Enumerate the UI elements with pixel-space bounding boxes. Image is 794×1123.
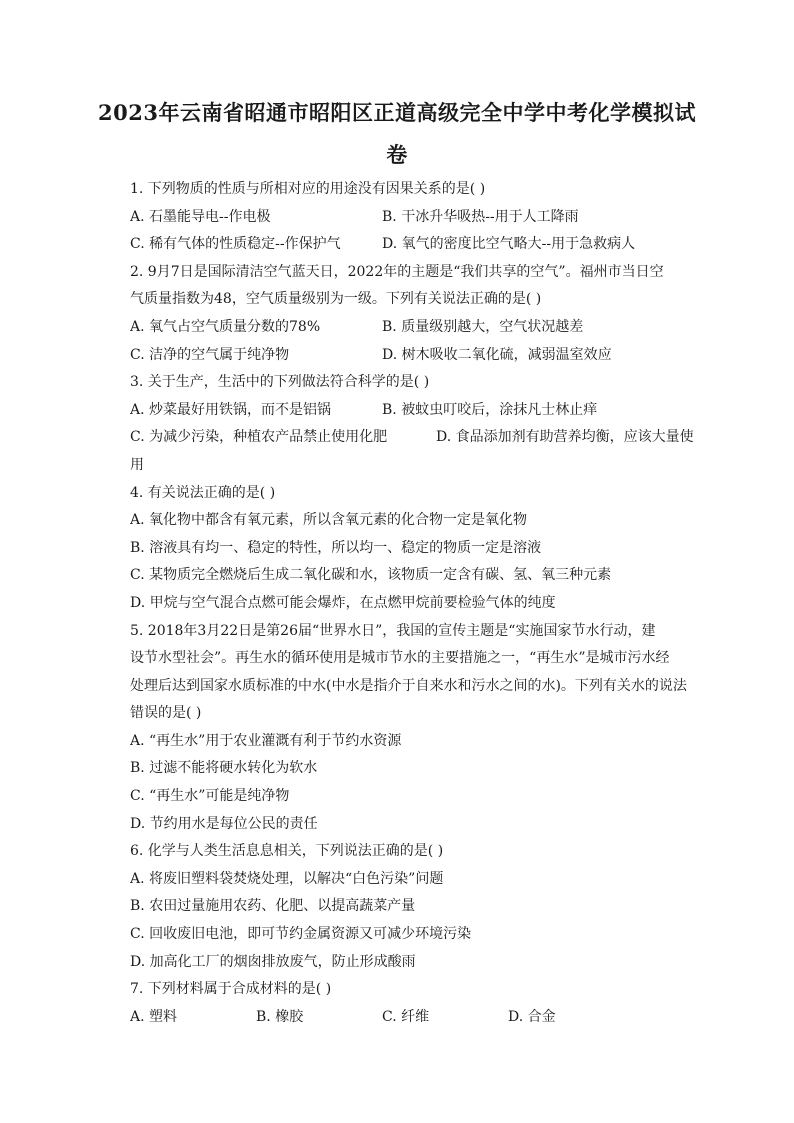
option-b: B. 质量级别越大，空气状况越差 [382,318,584,335]
option-d: D. 节约用水是每位公民的责任 [130,815,318,832]
question-2-stem-line-2: 气质量指数为48，空气质量级别为一级。下列有关说法正确的是( ) [130,291,542,308]
question-1-options-row-2 [130,231,695,259]
option-d: D. 食品添加剂有助营养均衡，应该大量使 [436,429,694,446]
title-line-1: 2023年云南省昭通市昭阳区正道高级完全中学中考化学模拟试 [98,100,696,125]
option-a: A. 氧气占空气质量分数的78% [130,318,321,335]
option-a: A. “再生水”用于农业灌溉有利于节约水资源 [130,732,402,749]
question-4-stem: 4. 有关说法正确的是( ) [130,484,276,501]
option-d: D. 氧气的密度比空气略大--用于急救病人 [382,236,636,253]
option-a: A. 氧化物中都含有氧元素，所以含氧元素的化合物一定是氧化物 [130,512,528,529]
title-line-2: 卷 [386,142,408,167]
option-a: A. 塑料 [130,1008,178,1025]
option-b: B. 农田过量施用农药、化肥、以提高蔬菜产量 [130,898,416,915]
option-b: B. 干冰升华吸热--用于人工降雨 [382,208,579,225]
question-7-options-row [130,1004,695,1032]
option-c: C. 稀有气体的性质稳定--作保护气 [130,236,341,253]
question-1-stem: 1. 下列物质的性质与所相对应的用途没有因果关系的是( ) [130,181,486,197]
question-5-stem-line-3: 处理后达到国家水质标准的中水(中水是指介于自来水和污水之间的水)。下列有关水的说法 [130,677,687,694]
question-5-stem-line-4: 错误的是( ) [130,705,202,722]
option-c: C. “再生水”可能是纯净物 [130,788,290,805]
option-b: B. 过滤不能将硬水转化为软水 [130,760,318,777]
exam-title [90,92,704,176]
option-b: B. 溶液具有均一、稳定的特性，所以均一、稳定的物质一定是溶液 [130,539,542,556]
option-d: D. 合金 [508,1008,556,1025]
option-c: C. 洁净的空气属于纯净物 [130,346,290,363]
option-d: D. 树木吸收二氧化硫，减弱温室效应 [382,346,612,363]
question-2-options-row-1 [130,314,695,342]
question-7-stem: 7. 下列材料属于合成材料的是( ) [130,981,332,998]
option-c: C. 纤维 [382,1008,430,1025]
option-c: C. 某物质完全燃烧后生成二氧化碳和水，该物质一定含有碳、氢、氧三种元素 [130,567,612,584]
question-5-stem-line-1: 5. 2018年3月22日是第26届“世界水日”，我国的宣传主题是“实施国家节水行动，建 [130,622,656,639]
option-c: C. 回收废旧电池，即可节约金属资源又可减少环境污染 [130,926,472,943]
option-b: B. 橡胶 [256,1008,304,1025]
option-d: D. 甲烷与空气混合点燃可能会爆炸，在点燃甲烷前要检验气体的纯度 [130,594,556,611]
question-2-options-row-2 [130,342,695,370]
question-1-options-row-1 [130,204,695,232]
option-b: B. 被蚊虫叮咬后，涂抹凡士林止痒 [382,401,598,418]
option-a: A. 石墨能导电--作电极 [130,208,271,225]
option-d: D. 加高化工厂的烟囱排放废气，防止形成酸雨 [130,953,416,970]
option-a: A. 将废旧塑料袋焚烧处理，以解决“白色污染”问题 [130,870,444,887]
option-a: A. 炒菜最好用铁锅，而不是铝锅 [130,401,332,418]
question-list [130,176,695,1031]
question-2-stem-line-1: 2. 9月7日是国际清洁空气蓝天日，2022年的主题是“我们共享的空气”。福州市当日空 [130,263,664,280]
question-3-options-row-2 [130,424,695,452]
question-3-stem: 3. 关于生产，生活中的下列做法符合科学的是( ) [130,374,430,391]
question-6-stem: 6. 化学与人类生活息息相关，下列说法正确的是( ) [130,843,444,860]
option-d-continuation: 用 [130,456,144,473]
option-c: C. 为减少污染，种植农产品禁止使用化肥 [130,429,388,446]
question-5-stem-line-2: 设节水型社会”。再生水的循环使用是城市节水的主要措施之一，“再生水”是城市污水经 [130,650,670,667]
question-3-options-row-1 [130,397,695,425]
